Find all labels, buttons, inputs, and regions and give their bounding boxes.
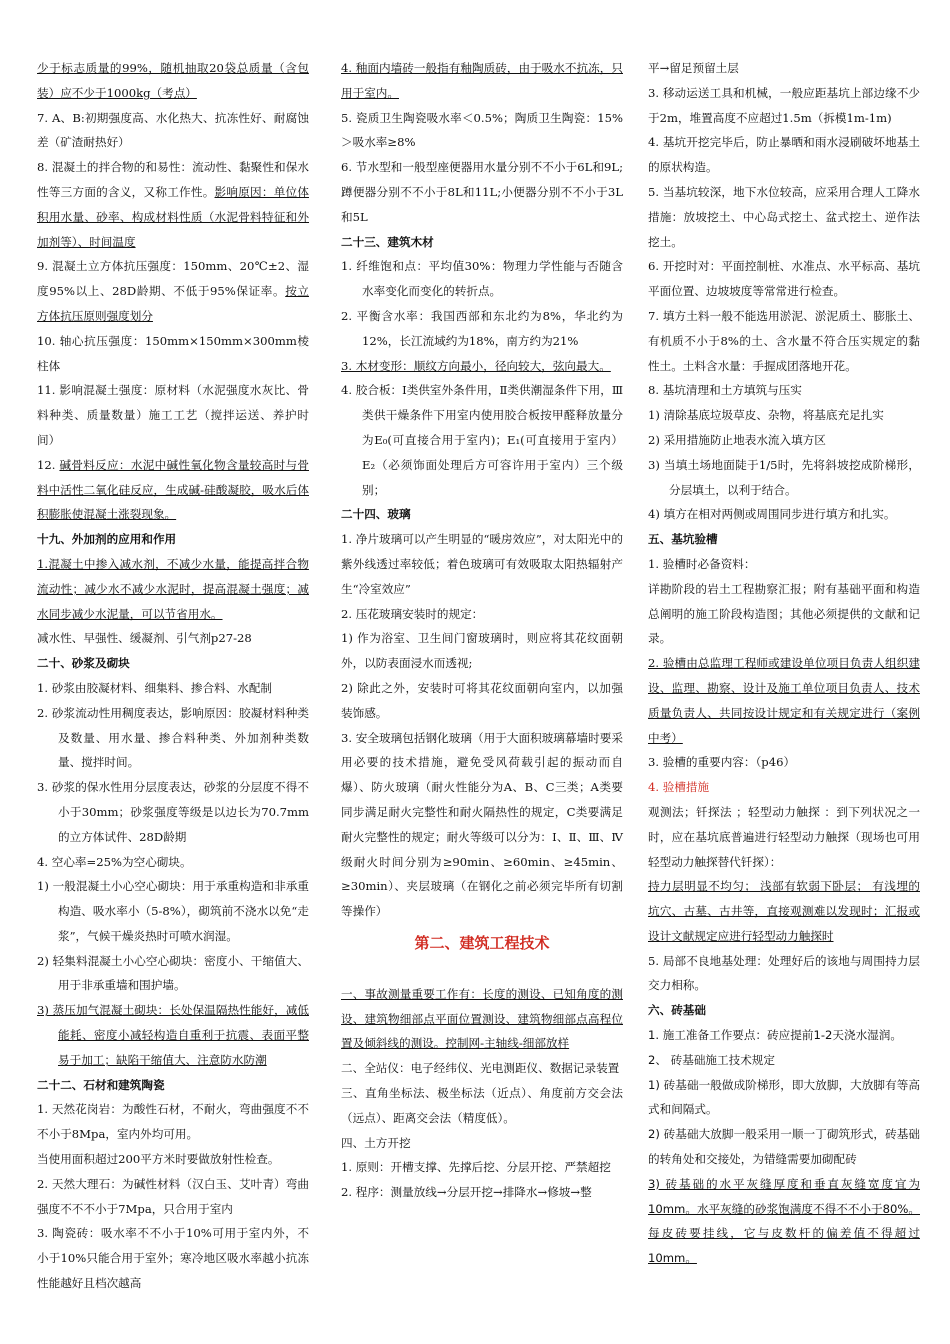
- paragraph: 观测法；钎探法 ；轻型动力触探 ：到下列状况之一时，应在基坑底普遍进行轻型动力触探（现场也可用轻型动力触探替代钎探）：: [648, 804, 920, 869]
- paragraph: 平→留足预留土层: [648, 61, 739, 75]
- paragraph: 7. 填方土料一般不能选用淤泥、淤泥质土、膨胀土、有机质不小于8%的土、含水量不符合压实规定的黏性土。土料含水量：手握成团落地开花。: [648, 308, 920, 373]
- list-item: 2) 采用措施防止地表水流入填方区: [648, 432, 826, 447]
- column-right: [648, 56, 920, 1271]
- paragraph: 1) 砖基础一般做成阶梯形，即大放脚，大放脚有等高式和间隔式。: [648, 1077, 920, 1117]
- paragraph: 5. 局部不良地基处理：处理好后的该地与周围持力层交力相称。: [648, 953, 920, 993]
- section-heading: 二十二、石材和建筑陶瓷: [37, 1077, 165, 1092]
- paragraph: 1. 验槽时必备资料：: [648, 556, 756, 571]
- paragraph: 3. 陶瓷砖：吸水率不不小于10%可用于室内外，不小于10%只能合用于室外；寒冷地区吸水率越小抗冻性能越好且档次越高: [37, 1226, 309, 1291]
- section-heading: 二十、砂浆及砌块: [37, 656, 130, 671]
- paragraph: 1) 作为浴室、卫生间门窗玻璃时，则应将其花纹面朝外，以防表面浸水而透视;: [341, 631, 623, 671]
- column-middle: [341, 56, 623, 1205]
- section-heading: 二十三、建筑木材: [341, 234, 434, 249]
- list-item: 2. 砂浆流动性用稠度表达，影响原因：胶凝材料种类及数量、用水量、掺合料种类、外加剂种类数量、搅拌时间。: [37, 705, 309, 770]
- chapter-title: 第二、建筑工程技术: [414, 933, 550, 952]
- paragraph: 2) 砖基础大放脚一般采用一顺一丁砌筑形式，砖基础的转角处和交接处，为错缝需要加砌配砖: [648, 1127, 920, 1167]
- paragraph: 减水性、早强性、缓凝剂、引气剂p27-28: [37, 631, 252, 646]
- paragraph: 5. 当基坑较深，地下水位较高，应采用合理人工降水措施：放坡挖土、中心岛式挖土、盆式挖土、逆作法挖土。: [648, 184, 920, 249]
- list-item: 4. 空心率=25%为空心砌块。: [37, 854, 192, 869]
- paragraph: 持力层明显不均匀； 浅部有软弱下卧层； 有浅埋的坑穴、古墓、古井等，直接观测难以发现时；汇报或设计文献规定应进行轻型动力触探时: [648, 879, 920, 943]
- paragraph: 4. 釉面内墙砖一般指有釉陶质砖，由于吸水不抗冻，只用于室内。: [341, 61, 623, 100]
- paragraph: 3. 安全玻璃包括钢化玻璃（用于大面积玻璃幕墙时要采用必要的技术措施，避免受风荷载引起的振动而自爆）、防火玻璃（耐火性能分为A、B、C三类；A类要同步满足耐火完整性和耐火隔热性的规定，C类要满足耐火完整性的规定；耐火等级可以分为：Ⅰ、Ⅱ、Ⅲ、Ⅳ级耐火时间分别为≥90min、≥60min、≥45min、≥30min）、夹层玻璃（在钢化之前必须完毕所有切割等操作）: [341, 730, 623, 919]
- paragraph: 4. 验槽措施: [648, 780, 710, 795]
- text: 影响原因：单位体积用水量、砂率、构成材料性质（水泥骨料特征和外加剂等）、时间温度: [37, 184, 309, 249]
- section-heading: 二十四、玻璃: [341, 507, 411, 522]
- list-item: 4. 胶合板：Ⅰ类供室外条件用，Ⅱ类供潮湿条件下用，Ⅲ类供干燥条件下用室内使用胶合板按甲醛释放量分为E₀(可直接合用于室内)；E₁(可直接用于室内）E₂（必须饰面处理后方可容许用于室内）三个级别；: [341, 383, 623, 497]
- paragraph: 6. 节水型和一般型座便器用水量分别不不小于6L和9L;蹲便器分别不不小于8L和11L;小便器分别不不小于3L和5L: [341, 160, 623, 224]
- paragraph: 2. 程序：测量放线→分层开挖→排降水→修坡→整: [341, 1185, 592, 1200]
- paragraph: 1. 天然花岗岩：为酸性石材，不耐火，弯曲强度不不不小于8Mpa，室内外均可用。: [37, 1102, 309, 1142]
- paragraph: 三、直角坐标法、极坐标法（近点）、角度前方交会法（远点）、距离交会法（精度低）。: [341, 1086, 623, 1125]
- paragraph: 11. 影响混凝土强度：原材料（水泥强度水灰比、骨料种类、质量数量）施工工艺（搅拌运送、养护时间）: [37, 383, 309, 447]
- list-item: 2) 轻集料混凝土小心空心砌块：密度小、干缩值大、用于非承重墙和围护墙。: [37, 953, 309, 993]
- paragraph: 四、土方开挖: [341, 1135, 411, 1150]
- paragraph: [37, 155, 309, 254]
- paragraph: 1. 净片玻璃可以产生明显的“暖房效应”，对太阳光中的紫外线透过率较低；着色玻璃可有效吸取太阳热辐射产生“冷室效应”: [341, 532, 623, 596]
- text: 按立方体抗压原则强度划分: [37, 284, 309, 323]
- list-item: 1. 纤维饱和点：平均值30%：物理力学性能与否随含水率变化而变化的转折点。: [341, 259, 623, 299]
- column-left: [37, 56, 309, 1296]
- paragraph: 7. A、B:初期强度高、水化热大、抗冻性好、耐腐蚀差（矿渣耐热好）: [37, 110, 309, 150]
- text: 12.: [37, 457, 60, 472]
- paragraph: 2、 砖基础施工技术规定: [648, 1052, 775, 1067]
- text: 8. 混凝土的拌合物的和易性：流动性、黏聚性和保水性等三方面的含义，又称工作性。: [37, 160, 309, 199]
- paragraph: [37, 453, 309, 527]
- paragraph: 少于标志质量的99%，随机抽取20袋总质量（含包装）应不少于1000kg（考点）: [37, 61, 309, 100]
- paragraph: 10. 轴心抗压强度：150mm×150mm×300mm棱柱体: [37, 333, 309, 373]
- list-item: 1. 砂浆由胶凝材料、细集料、掺合料、水配制: [37, 680, 273, 695]
- paragraph: 3. 移动运送工具和机械，一般应距基坑上部边缘不少于2m，堆置高度不应超过1.5m（拆模1m-1m): [648, 85, 920, 125]
- list-item: 3) 蒸压加气混凝土砌块：长处保温隔热性能好，减低能耗、密度小减轻构造自重利于抗震、表面平整易于加工；缺陷干缩值大、注意防水防潮: [37, 1003, 309, 1067]
- section-heading: 五、基坑验槽: [648, 532, 718, 547]
- text: 碱骨料反应：水泥中碱性氧化物含量较高时与骨料中活性二氧化硅反应，生成碱-硅酸凝胶，吸水后体积膨胀使混凝土涨裂现象。: [37, 457, 309, 522]
- paragraph: 2. 验槽由总监理工程师或建设单位项目负责人组织建设、监理、勘察、设计及施工单位项目负责人、技术质量负责人、共同按设计规定和有关规定进行（案例中考）: [648, 656, 920, 745]
- paragraph: 1. 原则：开槽支撑、先撑后挖、分层开挖、严禁超挖: [341, 1160, 611, 1175]
- paragraph: 1.混凝土中掺入减水剂，不减少水量，能提高拌合物流动性；减少水不减少水泥时，提高混凝土强度；减水同步减少水泥量，可以节省用水。: [37, 556, 309, 621]
- paragraph: 3) 砖基础的水平灰缝厚度和垂直灰缝宽度宜为10mm。水平灰缝的砂浆饱满度不得不不小于80%。每皮砖要挂线，它与皮数杆的偏差值不得超过10mm。: [648, 1176, 920, 1266]
- section-heading: 十九、外加剂的应用和作用: [37, 532, 177, 547]
- section-heading: 六、砖基础: [648, 1003, 706, 1018]
- list-item: 1) 清除基底垃圾草皮、杂物，将基底充足扎实: [648, 408, 884, 423]
- paragraph: 一、事故测量重要工作有：长度的测设、已知角度的测设、建筑物细部点平面位置测设、建筑物细部点高程位置及倾斜线的测设。控制网-主轴线-细部放样: [341, 986, 623, 1051]
- paragraph: 详勘阶段的岩土工程勘察汇报；附有基础平面和构造总阐明的施工阶段构造图；其他必须提供的文献和记录。: [648, 581, 920, 646]
- list-item: 2. 平衡含水率：我国西部和东北约为8%，华北约为12%，长江流域约为18%，南方约为21%: [341, 308, 623, 348]
- list-item: 4) 填方在相对两侧或周围同步进行填方和扎实。: [648, 507, 896, 522]
- paragraph: [37, 254, 309, 328]
- paragraph: 6. 开挖时对：平面控制桩、水准点、水平标高、基坑平面位置、边坡坡度等常常进行检查。: [648, 259, 920, 299]
- paragraph: 当使用面积超过200平方米时要做放射性检查。: [37, 1152, 280, 1167]
- list-item: 3) 当填土场地面陡于1/5时，先将斜坡挖成阶梯形，分层填土，以利于结合。: [648, 457, 920, 497]
- list-item: 3. 木材变形：顺纹方向最小，径向较大，弦向最大。: [341, 358, 611, 373]
- paragraph: 二、全站仪：电子经纬仪、光电测距仪、数据记录装置: [341, 1061, 620, 1076]
- list-item: 1) 一般混凝土小心空心砌块：用于承重构造和非承重构造、吸水率小（5-8%），砌筑前不浇水以免“走浆”，气候干燥炎热时可喷水润湿。: [37, 879, 309, 943]
- paragraph: 2) 除此之外，安装时可将其花纹面朝向室内，以加强装饰感。: [341, 680, 623, 720]
- paragraph: 8. 基坑清理和土方填筑与压实: [648, 383, 802, 398]
- paragraph: 2. 天然大理石：为碱性材料（汉白玉、艾叶青）弯曲强度不不不小于7Mpa，只合用于室内: [37, 1176, 309, 1216]
- paragraph: 5. 瓷质卫生陶瓷吸水率＜0.5%；陶质卫生陶瓷：15%＞吸水率≥8%: [341, 110, 623, 150]
- paragraph: 4. 基坑开挖完毕后，防止暴晒和雨水浸刷破坏地基土的原状构造。: [648, 135, 920, 175]
- list-item: 3. 砂浆的保水性用分层度表达，砂浆的分层度不得不小于30mm；砂浆强度等级是以边长为70.7mm的立方体试件、28D龄期: [37, 780, 309, 844]
- paragraph: 3. 验槽的重要内容：（p46）: [648, 755, 796, 770]
- paragraph: 2. 压花玻璃安装时的规定：: [341, 606, 484, 621]
- paragraph: 1. 施工准备工作要点：砖应提前1-2天浇水湿润。: [648, 1028, 902, 1043]
- text: 9. 混凝土立方体抗压强度：150mm、20℃±2、湿度95%以上、28D龄期、不低于95%保证率。: [37, 259, 309, 299]
